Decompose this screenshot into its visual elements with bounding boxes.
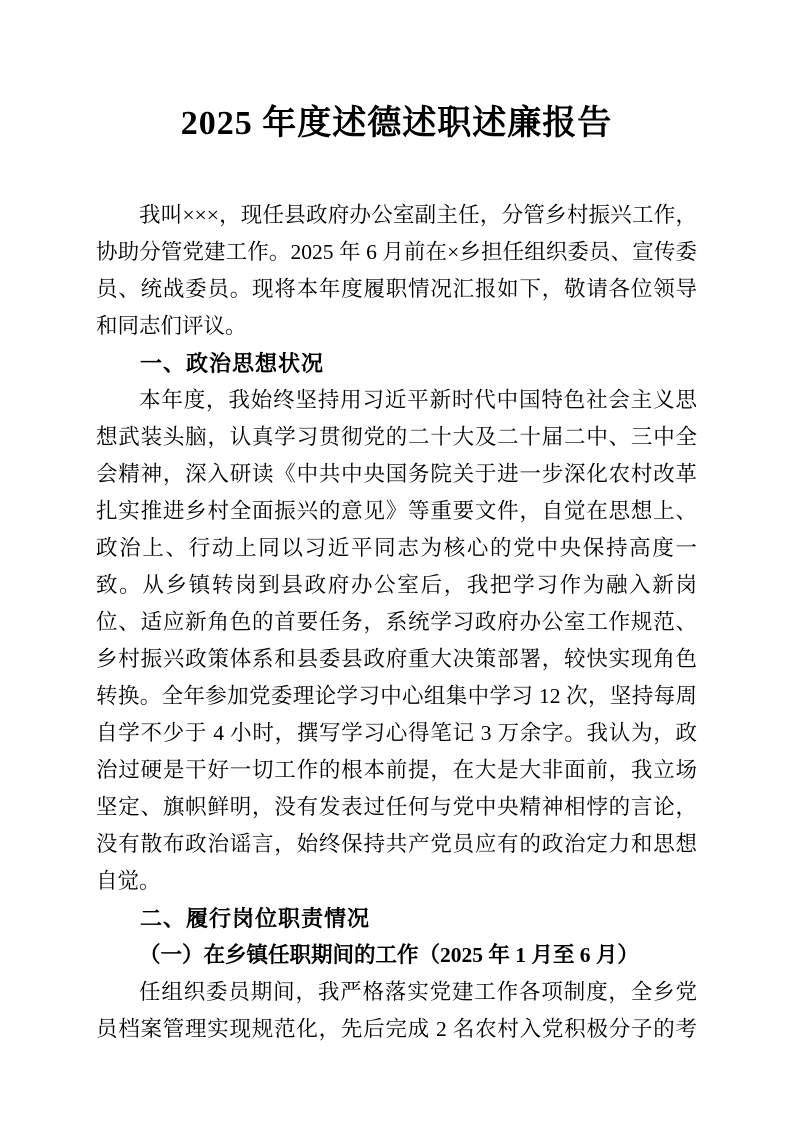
section-1-heading: 一、政治思想状况 bbox=[140, 351, 325, 376]
section-2-1-paragraph: 任组织委员期间，我严格落实党建工作各项制度，全乡党员档案管理实现规范化，先后完成 2 名农村入党积极分子的考 bbox=[96, 980, 697, 1041]
section-1-paragraph: 本年度，我始终坚持用习近平新时代中国特色社会主义思想武装头脑，认真学习贯彻党的二十大及二十届二中、三中全会精神，深入研读《中共中央国务院关于进一步深化农村改革扎实推进乡村全面振兴的意见》等重要文件，自觉在思想上、政治上、行动上同以习近平同志为核心的党中央保持高度一致。从乡镇转岗到县政府办公室后，我把学习作为融入新岗位、适应新角色的首要任务，系统学习政府办公室工作规范、乡村振兴政策体系和县委县政府重大决策部署，较快实现角色转换。全年参加党委理论学习中心组集中学习 12 次，坚持每周自学不少于 4 小时，撰写学习心得笔记 3 万余字。我认为，政治过硬是干好一切工作的根本前提，在大是大非面前，我立场坚定、旗帜鲜明，没有发表过任何与党中央精神相悖的言论，没有散布政治谣言，始终保持共产党员应有的政治定力和思想自觉。 bbox=[96, 388, 697, 893]
intro-paragraph: 我叫×××，现任县政府办公室副主任，分管乡村振兴工作，协助分管党建工作。2025 年 6 月前在×乡担任组织委员、宣传委员、统战委员。现将本年度履职情况汇报如下，敬请各位领导和同志们评议。 bbox=[96, 203, 697, 338]
section-2-heading: 二、履行岗位职责情况 bbox=[140, 906, 371, 931]
document-title: 2025 年度述德述职述廉报告 bbox=[180, 105, 613, 142]
section-2-1-subheading: （一）在乡镇任职期间的工作（2025 年 1 月至 6 月） bbox=[139, 943, 639, 967]
